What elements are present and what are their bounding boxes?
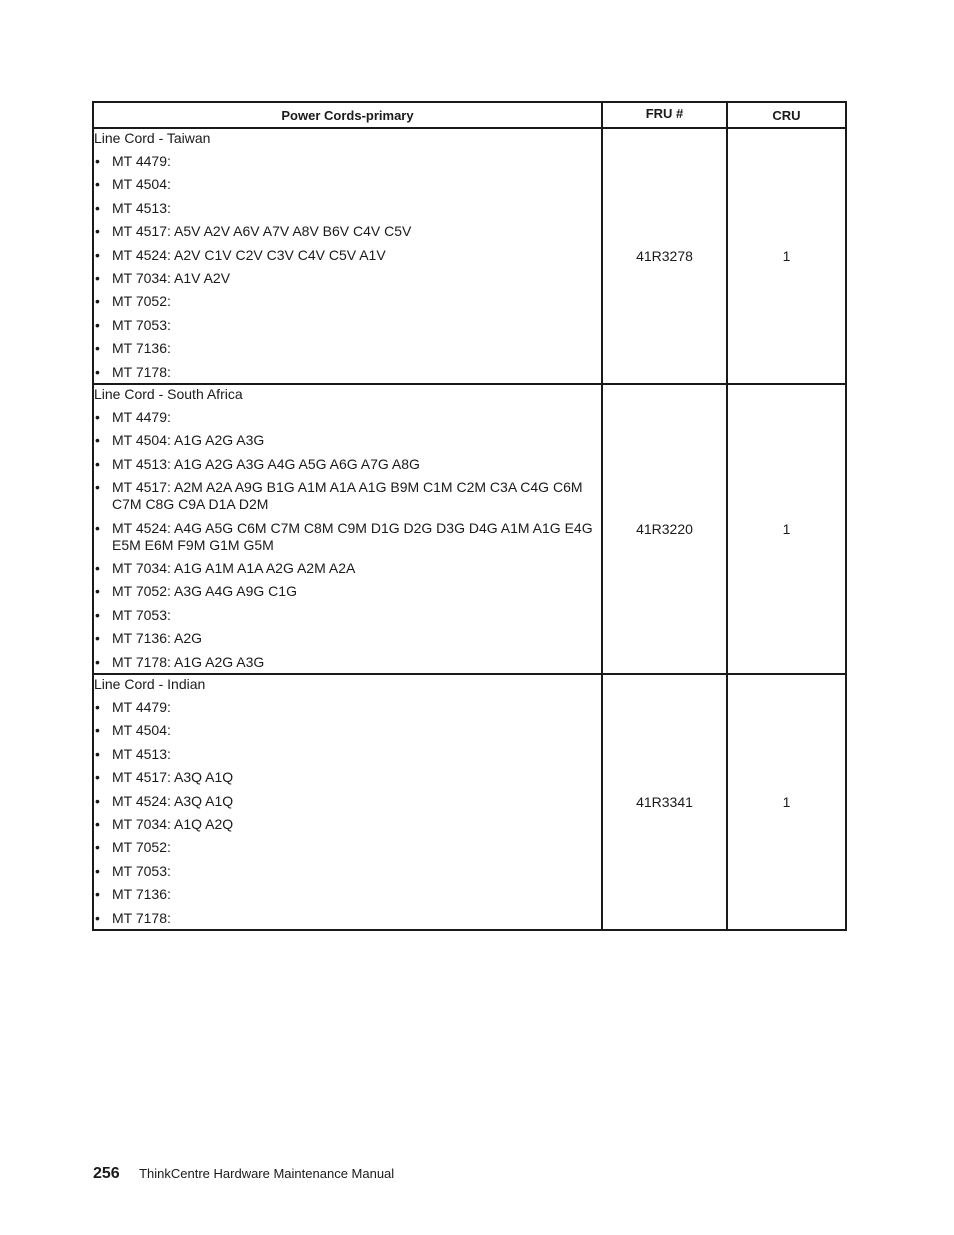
machine-type-list (94, 409, 601, 671)
list-item: • MT 7052: (94, 839, 601, 856)
list-item: • MT 4517: A5V A2V A6V A7V A8V B6V C4V C5V (94, 223, 601, 240)
page-footer (93, 1165, 394, 1183)
list-item: • MT 7034: A1G A1M A1A A2G A2M A2A (94, 560, 601, 577)
line-cord-title: Line Cord - South Africa (94, 386, 243, 402)
table-row (93, 128, 846, 384)
machine-type-list (94, 699, 601, 927)
line-cord-title: Line Cord - Indian (94, 676, 206, 692)
table-row (93, 674, 846, 930)
cru-value: 1 (727, 384, 846, 674)
list-item: • MT 7052: A3G A4G A9G C1G (94, 583, 601, 600)
fru-number: 41R3278 (602, 128, 727, 384)
list-item: • MT 7136: (94, 340, 601, 357)
list-item: • MT 4479: (94, 153, 601, 170)
cru-value: 1 (727, 128, 846, 384)
list-item: • MT 4517: A3Q A1Q (94, 769, 601, 786)
power-cords-table (92, 101, 847, 931)
list-item: • MT 4524: A4G A5G C6M C7M C8M C9M D1G D2G D3G D4G A1M A1G E4G E5M E6M F9M G1M G5M (94, 520, 601, 554)
list-item: • MT 4524: A2V C1V C2V C3V C4V C5V A1V (94, 247, 601, 264)
line-cord-title: Line Cord - Taiwan (94, 130, 211, 146)
header-cru: CRU (727, 102, 846, 128)
list-item: • MT 4524: A3Q A1Q (94, 793, 601, 810)
table-row (93, 384, 846, 674)
list-item: • MT 7034: A1Q A2Q (94, 816, 601, 833)
list-item: • MT 4513: A1G A2G A3G A4G A5G A6G A7G A8G (94, 456, 601, 473)
list-item: • MT 4513: (94, 200, 601, 217)
fru-number: 41R3220 (602, 384, 727, 674)
list-item: • MT 7034: A1V A2V (94, 270, 601, 287)
list-item: • MT 7178: (94, 364, 601, 381)
description-cell (93, 128, 602, 384)
list-item: • MT 7053: (94, 317, 601, 334)
list-item: • MT 7178: (94, 910, 601, 927)
list-item: • MT 7136: (94, 886, 601, 903)
manual-title: ThinkCentre Hardware Maintenance Manual (139, 1166, 395, 1181)
list-item: • MT 4504: A1G A2G A3G (94, 432, 601, 449)
cru-value: 1 (727, 674, 846, 930)
description-cell (93, 674, 602, 930)
list-item: • MT 4479: (94, 409, 601, 426)
list-item: • MT 7053: (94, 607, 601, 624)
list-item: • MT 7052: (94, 293, 601, 310)
table-header-row (93, 102, 846, 128)
list-item: • MT 4517: A2M A2A A9G B1G A1M A1A A1G B9M C1M C2M C3A C4G C6M C7M C8G C9A D1A D2M (94, 479, 601, 513)
machine-type-list (94, 153, 601, 381)
fru-number: 41R3341 (602, 674, 727, 930)
header-fru: FRU # (602, 102, 727, 128)
list-item: • MT 4504: (94, 176, 601, 193)
list-item: • MT 7178: A1G A2G A3G (94, 654, 601, 671)
description-cell (93, 384, 602, 674)
header-description: Power Cords-primary (93, 102, 602, 128)
list-item: • MT 4479: (94, 699, 601, 716)
page-number: 256 (93, 1165, 120, 1182)
list-item: • MT 7053: (94, 863, 601, 880)
list-item: • MT 4504: (94, 722, 601, 739)
list-item: • MT 7136: A2G (94, 630, 601, 647)
list-item: • MT 4513: (94, 746, 601, 763)
